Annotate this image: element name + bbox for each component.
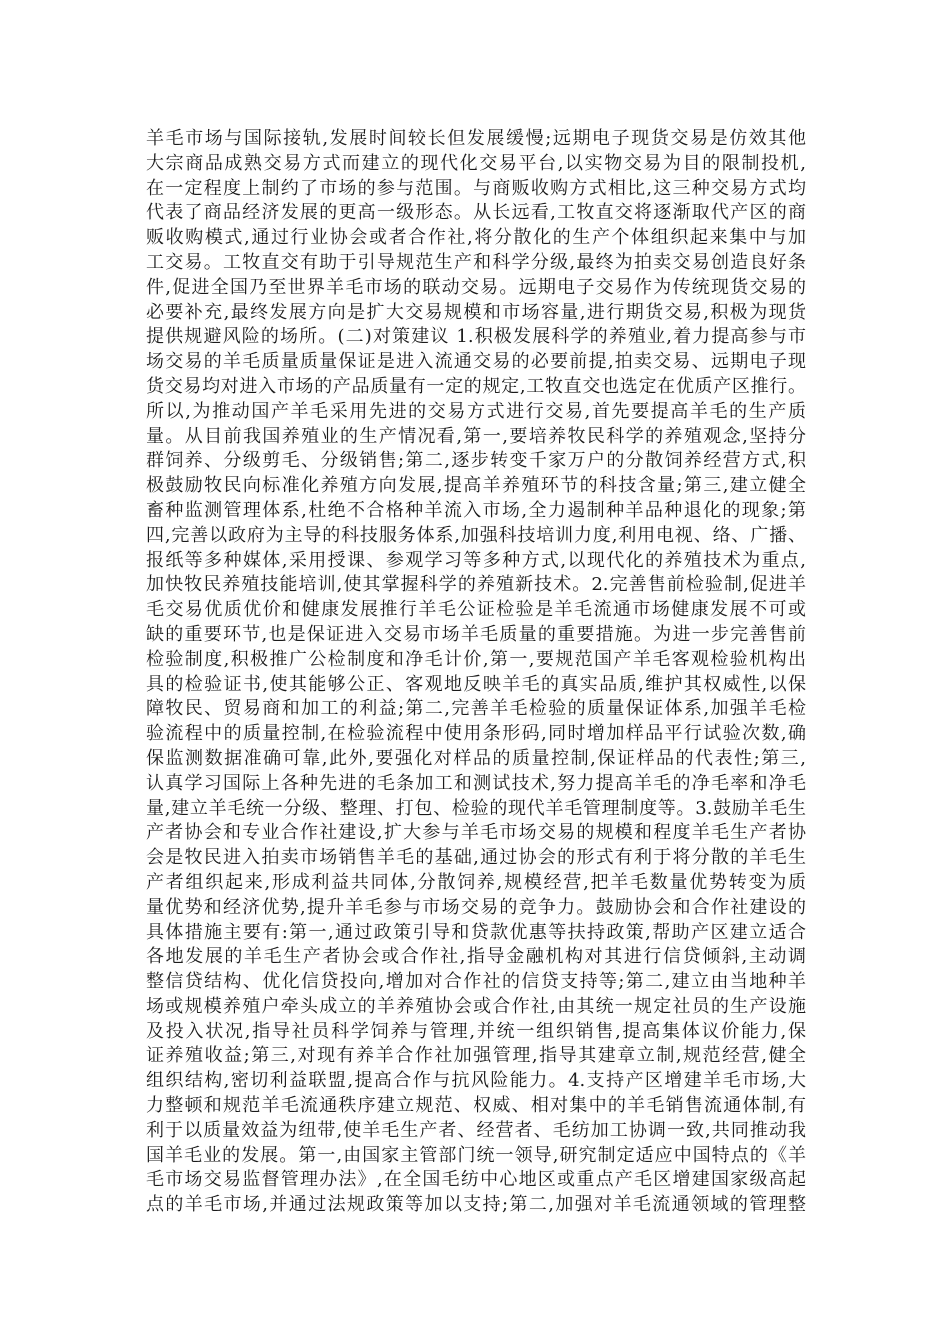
text-line: 整信贷结构、优化信贷投向,增加对合作社的信贷支持等;第二,建立由当地种羊 — [146, 971, 806, 993]
text-line: 各地发展的羊毛生产者协会或合作社,指导金融机构对其进行信贷倾斜,主动调 — [146, 946, 806, 968]
text-line: 提供规避风险的场所。(二)对策建议 1.积极发展科学的养殖业,着力提高参与市 — [146, 326, 806, 348]
text-line: 保监测数据准确可靠,此外,要强化对样品的质量控制,保证样品的代表性;第三, — [146, 747, 806, 769]
text-line: 在一定程度上制约了市场的参与范围。与商贩收购方式相比,这三种交易方式均 — [146, 177, 806, 199]
text-line: 组织结构,密切利益联盟,提高合作与抗风险能力。4.支持产区增建羊毛市场,大 — [146, 1070, 806, 1092]
text-line: 畜种监测管理体系,杜绝不合格种羊流入市场,全力遏制种羊品种退化的现象;第 — [146, 499, 806, 521]
text-line: 货交易均对进入市场的产品质量有一定的规定,工牧直交也选定在优质产区推行。 — [146, 375, 806, 397]
document-body — [146, 127, 806, 1218]
text-line: 必要补充,最终发展方向是扩大交易规模和市场容量,进行期货交易,积极为现货 — [146, 301, 806, 323]
text-line: 利于以质量效益为纽带,使羊毛生产者、经营者、毛纺加工协调一致,共同推动我 — [146, 1119, 806, 1141]
text-line: 代表了商品经济发展的更高一级形态。从长远看,工牧直交将逐渐取代产区的商 — [146, 202, 806, 224]
text-line: 检验制度,积极推广公检制度和净毛计价,第一,要规范国产羊毛客观检验机构出 — [146, 648, 806, 670]
text-line: 障牧民、贸易商和加工的利益;第二,完善羊毛检验的质量保证体系,加强羊毛检 — [146, 698, 806, 720]
text-line: 缺的重要环节,也是保证进入交易市场羊毛质量的重要措施。为进一步完善售前 — [146, 623, 806, 645]
text-line: 验流程中的质量控制,在检验流程中使用条形码,同时增加样品平行试验次数,确 — [146, 723, 806, 745]
text-line: 四,完善以政府为主导的科技服务体系,加强科技培训力度,利用电视、络、广播、 — [146, 524, 806, 546]
text-line: 力整顿和规范羊毛流通秩序建立规范、权威、相对集中的羊毛销售流通体制,有 — [146, 1095, 806, 1117]
text-line: 具体措施主要有:第一,通过政策引导和贷款优惠等扶持政策,帮助产区建立适合 — [146, 921, 806, 943]
text-line: 工交易。工牧直交有助于引导规范生产和科学分级,最终为拍卖交易创造良好条 — [146, 251, 806, 273]
text-line: 报纸等多种媒体,采用授课、参观学习等多种方式,以现代化的养殖技术为重点, — [146, 549, 806, 571]
text-line: 场或规模养殖户牵头成立的羊养殖协会或合作社,由其统一规定社员的生产设施 — [146, 995, 806, 1017]
text-line: 件,促进全国乃至世界羊毛市场的联动交易。远期电子交易作为传统现货交易的 — [146, 276, 806, 298]
text-line: 毛交易优质优价和健康发展推行羊毛公证检验是羊毛流通市场健康发展不可或 — [146, 599, 806, 621]
text-line: 毛市场交易监督管理办法》,在全国毛纺中心地区或重点产毛区增建国家级高起 — [146, 1169, 806, 1191]
text-line: 点的羊毛市场,并通过法规政策等加以支持;第二,加强对羊毛流通领域的管理整 — [146, 1194, 806, 1216]
text-line: 国羊毛业的发展。第一,由国家主管部门统一领导,研究制定适应中国特点的《羊 — [146, 1144, 806, 1166]
text-line: 及投入状况,指导社员科学饲养与管理,并统一组织销售,提高集体议价能力,保 — [146, 1020, 806, 1042]
text-line: 群饲养、分级剪毛、分级销售;第二,逐步转变千家万户的分散饲养经营方式,积 — [146, 450, 806, 472]
text-line: 大宗商品成熟交易方式而建立的现代化交易平台,以实物交易为目的限制投机, — [146, 152, 806, 174]
text-line: 羊毛市场与国际接轨,发展时间较长但发展缓慢;远期电子现货交易是仿效其他 — [146, 128, 806, 149]
text-line: 量优势和经济优势,提升羊毛参与市场交易的竞争力。鼓励协会和合作社建设的 — [146, 896, 806, 918]
text-line: 场交易的羊毛质量质量保证是进入流通交易的必要前提,拍卖交易、远期电子现 — [146, 351, 806, 373]
text-line: 所以,为推动国产羊毛采用先进的交易方式进行交易,首先要提高羊毛的生产质 — [146, 400, 806, 422]
text-line: 产者组织起来,形成利益共同体,分散饲养,规模经营,把羊毛数量优势转变为质 — [146, 871, 806, 893]
text-line: 加快牧民养殖技能培训,使其掌握科学的养殖新技术。2.完善售前检验制,促进羊 — [146, 574, 806, 596]
text-line: 量,建立羊毛统一分级、整理、打包、检验的现代羊毛管理制度等。3.鼓励羊毛生 — [146, 797, 806, 819]
text-line: 极鼓励牧民向标准化养殖方向发展,提高羊养殖环节的科技含量;第三,建立健全 — [146, 475, 806, 497]
text-line: 证养殖收益;第三,对现有养羊合作社加强管理,指导其建章立制,规范经营,健全 — [146, 1045, 806, 1067]
text-line: 认真学习国际上各种先进的毛条加工和测试技术,努力提高羊毛的净毛率和净毛 — [146, 772, 806, 794]
text-line: 量。从目前我国养殖业的生产情况看,第一,要培养牧民科学的养殖观念,坚持分 — [146, 425, 806, 447]
text-line: 具的检验证书,使其能够公正、客观地反映羊毛的真实品质,维护其权威性,以保 — [146, 673, 806, 695]
text-line: 会是牧民进入拍卖市场销售羊毛的基础,通过协会的形式有利于将分散的羊毛生 — [146, 847, 806, 869]
text-line: 产者协会和专业合作社建设,扩大参与羊毛市场交易的规模和程度羊毛生产者协 — [146, 822, 806, 844]
text-line: 贩收购模式,通过行业协会或者合作社,将分散化的生产个体组织起来集中与加 — [146, 227, 806, 249]
